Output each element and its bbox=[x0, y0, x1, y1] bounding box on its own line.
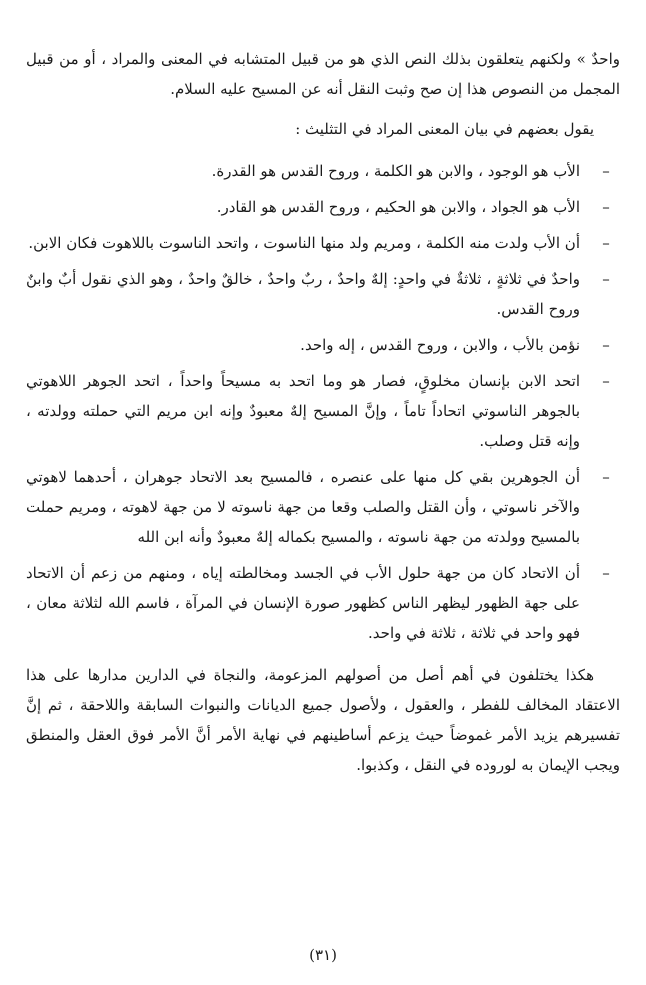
opening-paragraph: واحدٌ » ولكنهم يتعلقون بذلك النص الذي هو من قبيل المتشابه في المعنى والمراد ، أو من قبيل المجمل من النصوص هذا إن صح وثبت النقل أنه عن المسيح عليه السلام. bbox=[26, 50, 620, 98]
trinity-explanations-list bbox=[26, 156, 620, 648]
closing-paragraph: هكذا يختلفون في أهم أصل من أصولهم المزعومة، والنجاة في الدارين مدارها على هذا الاعتقاد المخالف للفطر ، والعقول ، ولأصول جميع الديانات والنبوات السابقة واللاحقة ، ثم إنَّ تفسيرهم يزيد الأمر غموضاً حيث يزعم أساطينهم في نهاية الأمر أنَّ الأمر فوق العقل والمنطق ويجب الإيمان به لوروده في النقل ، وكذبوا. bbox=[26, 666, 620, 774]
list-item bbox=[26, 192, 620, 222]
list-item bbox=[26, 228, 620, 258]
list-item-text: واحدٌ في ثلاثةٍ ، ثلاثةٌ في واحدٍ: إلهٌ واحدٌ ، ربٌ واحدٌ ، خالقٌ واحدٌ ، وهو الذي نقول أبٌ وابنٌ وروح القدس. bbox=[26, 270, 580, 318]
list-bullet: – bbox=[602, 372, 610, 390]
list-bullet: – bbox=[602, 198, 610, 216]
list-item bbox=[26, 366, 620, 456]
list-bullet: – bbox=[602, 564, 610, 582]
list-bullet: – bbox=[602, 234, 610, 252]
list-item-text: نؤمن بالأب ، والابن ، وروح القدس ، إله واحد. bbox=[300, 336, 580, 354]
list-bullet: – bbox=[602, 336, 610, 354]
list-item bbox=[26, 558, 620, 648]
list-item bbox=[26, 156, 620, 186]
list-item bbox=[26, 264, 620, 324]
list-item-text: أن الجوهرين بقي كل منها على عنصره ، فالمسيح بعد الاتحاد جوهران ، أحدهما لاهوتي والآخر ناسوتي ، وأن القتل والصلب وقعا من جهة ناسوته لا من جهة لاهوته ، ومريم حملت بالمسيح وولدته من جهة ناسوته ، والمسيح بكماله إلهٌ معبودٌ وأنه ابن الله bbox=[26, 468, 580, 546]
list-item bbox=[26, 462, 620, 552]
list-item-text: أن الاتحاد كان من جهة حلول الأب في الجسد ومخالطته إياه ، ومنهم من زعم أن الاتحاد على جهة الظهور ليظهر الناس كظهور صورة الإنسان في المرآة ، فاسم الله لثلاثة معان ، فهو واحد في ثلاثة ، ثلاثة في واحد. bbox=[26, 564, 580, 642]
list-bullet: – bbox=[602, 468, 610, 486]
list-bullet: – bbox=[602, 270, 610, 288]
intro-paragraph: يقول بعضهم في بيان المعنى المراد في التثليث : bbox=[295, 120, 594, 138]
list-item-text: الأب هو الجواد ، والابن هو الحكيم ، وروح القدس هو القادر. bbox=[216, 198, 580, 216]
list-item-text: أن الأب ولدت منه الكلمة ، ومريم ولد منها الناسوت ، واتحد الناسوت باللاهوت فكان الابن. bbox=[28, 234, 580, 252]
page-number: (٣١) bbox=[309, 946, 337, 964]
list-item bbox=[26, 330, 620, 360]
list-bullet: – bbox=[602, 162, 610, 180]
list-item-text: الأب هو الوجود ، والابن هو الكلمة ، وروح القدس هو القدرة. bbox=[211, 162, 580, 180]
list-item-text: اتحد الابن بإنسان مخلوقٍ، فصار هو وما اتحد به مسيحاً واحداً ، اتحد الجوهر اللاهوتي بالجوهر الناسوتي اتحاداً تاماً ، وإنَّ المسيح إلهٌ معبودٌ وإنه ابن مريم التي حملته وولدته ، وإنه قتل وصلب. bbox=[26, 372, 580, 450]
